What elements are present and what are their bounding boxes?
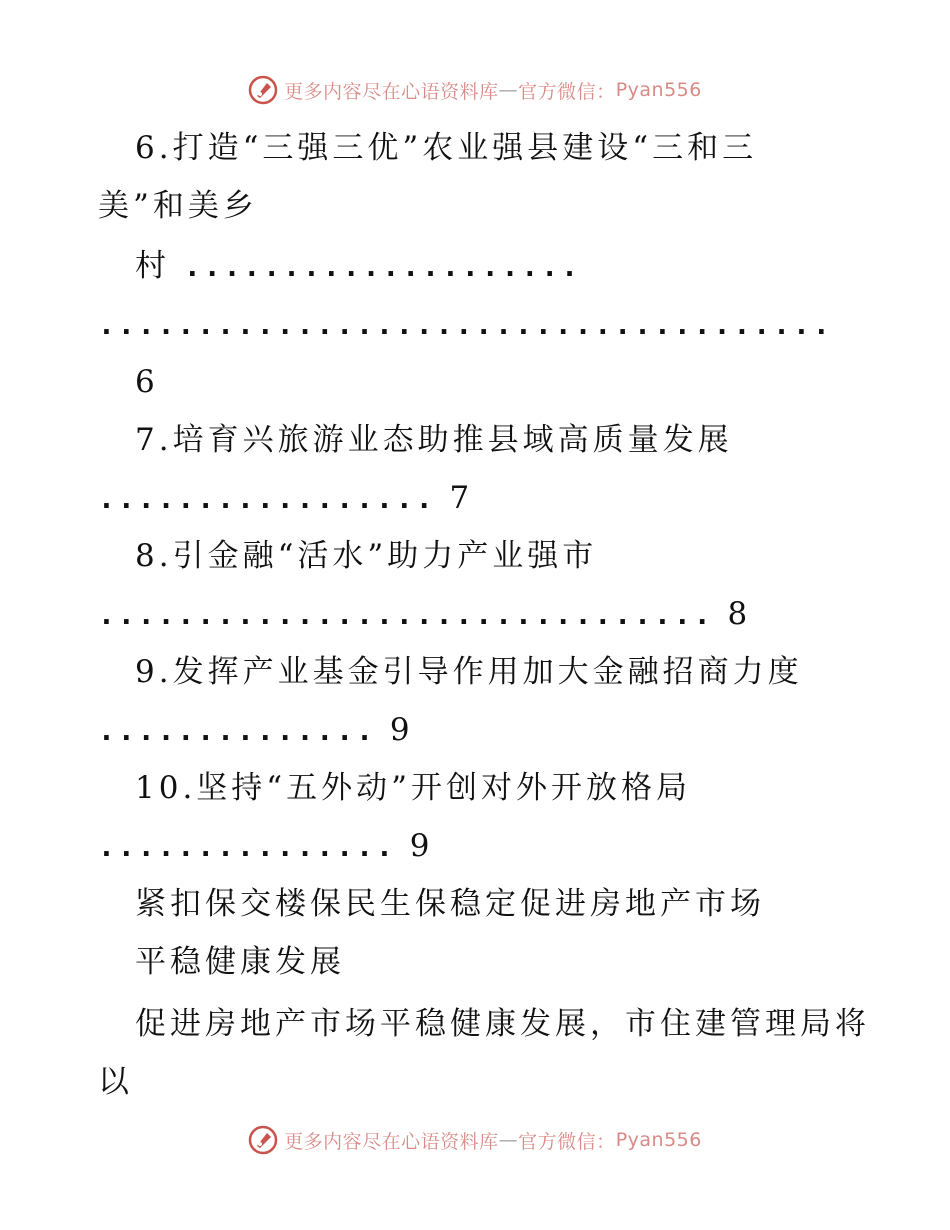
pen-nib-logo-icon <box>248 1125 278 1155</box>
paragraph-line1: 促进房地产市场平稳健康发展，市住建管理局将 <box>135 1006 870 1042</box>
footer-watermark <box>0 1120 950 1160</box>
toc-entry-7-title: 7.培育兴旅游业态助推县域高质量发展 <box>135 422 733 458</box>
toc-entry-10-leader <box>98 826 429 867</box>
toc-entry-10-page: 9 <box>409 828 430 864</box>
watermark-dash: — <box>498 1129 519 1151</box>
watermark-suffix: 官方微信： <box>518 80 616 103</box>
paragraph-line2: 以 <box>98 1064 133 1100</box>
toc-entry-9-page: 9 <box>389 712 410 748</box>
watermark-suffix: 官方微信： <box>518 1130 616 1153</box>
toc-entry-8-leader <box>98 594 747 635</box>
toc-entry-6-title-line3 <box>135 246 581 287</box>
toc-entry-6-title-line3-text: 村 <box>135 248 170 284</box>
watermark-dash: — <box>498 79 519 101</box>
watermark-text: 更多内容尽在心语资料库 <box>284 1130 499 1153</box>
watermark-id: Pyan556 <box>615 1129 702 1151</box>
toc-leader-dots: .................... <box>183 250 582 283</box>
toc-entry-9-leader <box>98 710 410 751</box>
toc-entry-6-page: 6 <box>135 364 155 400</box>
toc-entry-7-leader <box>98 478 469 519</box>
section-heading-line1: 紧扣保交楼保民生保稳定促进房地产市场 <box>135 886 765 922</box>
pen-nib-logo-icon <box>248 75 278 105</box>
toc-entry-7-page: 7 <box>449 480 470 516</box>
section-heading-line2: 平稳健康发展 <box>135 944 345 980</box>
toc-leader-dots: ................. <box>98 482 436 515</box>
toc-entry-6-title-line2: 美”和美乡 <box>98 188 258 224</box>
toc-leader-dots: ............... <box>98 830 396 863</box>
toc-entry-8-title: 8.引金融“活水”助力产业强市 <box>135 538 598 574</box>
header-watermark <box>0 70 950 110</box>
toc-entry-9-title: 9.发挥产业基金引导作用加大金融招商力度 <box>135 654 803 690</box>
toc-leader-dots: ............................... <box>98 598 714 631</box>
toc-leader-dots: .............. <box>98 714 377 747</box>
watermark-text: 更多内容尽在心语资料库 <box>284 80 499 103</box>
toc-entry-8-page: 8 <box>727 596 748 632</box>
watermark-id: Pyan556 <box>615 79 702 101</box>
toc-entry-6-title-line1: 6.打造“三强三优”农业强县建设“三和三 <box>135 130 758 166</box>
toc-leader-dots: ..................................... <box>98 308 833 341</box>
toc-entry-10-title: 10.坚持“五外动”开创对外开放格局 <box>135 770 691 806</box>
